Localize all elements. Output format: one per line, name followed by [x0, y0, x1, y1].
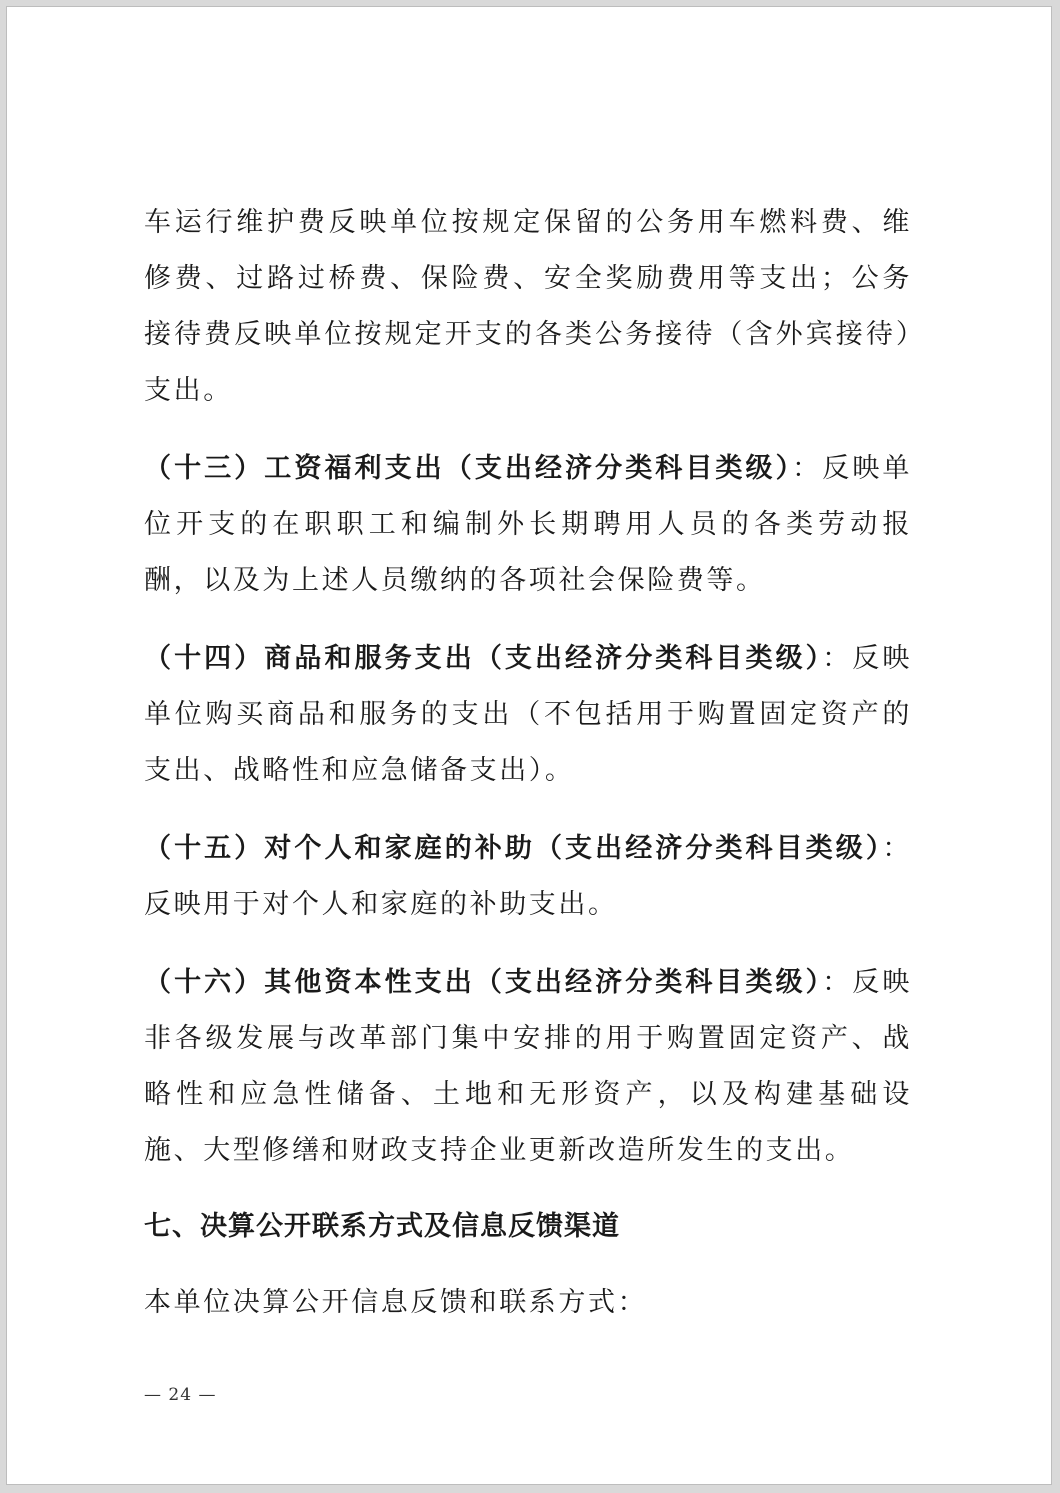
paragraph-text: ：反映非各级发展与改革部门集中安排的用于购置固定资产、战略性和应急性储备、土地和无形资产，以及构建基础设施、大型修缮和财政支持企业更新改造所发生的支出。: [144, 967, 912, 1166]
document-page: [6, 6, 1052, 1485]
paragraph-text: 车运行维护费反映单位按规定保留的公务用车燃料费、维修费、过路过桥费、保险费、安全奖励费用等支出；公务接待费反映单位按规定开支的各类公务接待（含外宾接待）支出。: [144, 207, 912, 406]
paragraph-title: （十四）商品和服务支出（支出经济分类科目类级）: [144, 643, 823, 674]
paragraph-goods-services: [144, 631, 912, 799]
paragraph-text: ：反映单位购买商品和服务的支出（不包括用于购置固定资产的支出、战略性和应急储备支出）。: [144, 643, 912, 786]
page-content: [144, 195, 912, 1331]
section-heading: 七、决算公开联系方式及信息反馈渠道: [144, 1211, 620, 1242]
paragraph-salary-welfare: [144, 441, 912, 609]
paragraph-title: （十六）其他资本性支出（支出经济分类科目类级）: [144, 967, 823, 998]
page-number: — 24 —: [144, 1385, 217, 1405]
paragraph-text: ：反映单位开支的在职职工和编制外长期聘用人员的各类劳动报酬，以及为上述人员缴纳的各项社会保险费等。: [144, 453, 912, 596]
paragraph-text: ：反映用于对个人和家庭的补助支出。: [144, 833, 912, 920]
paragraph-title: （十三）工资福利支出（支出经济分类科目类级）: [144, 453, 793, 484]
closing-paragraph: 本单位决算公开信息反馈和联系方式：: [144, 1287, 648, 1318]
paragraph-household-subsidy: [144, 821, 912, 933]
paragraph-other-capital: [144, 955, 912, 1179]
paragraph-vehicle-expenses: [144, 195, 912, 419]
paragraph-title: （十五）对个人和家庭的补助（支出经济分类科目类级）: [144, 833, 883, 864]
